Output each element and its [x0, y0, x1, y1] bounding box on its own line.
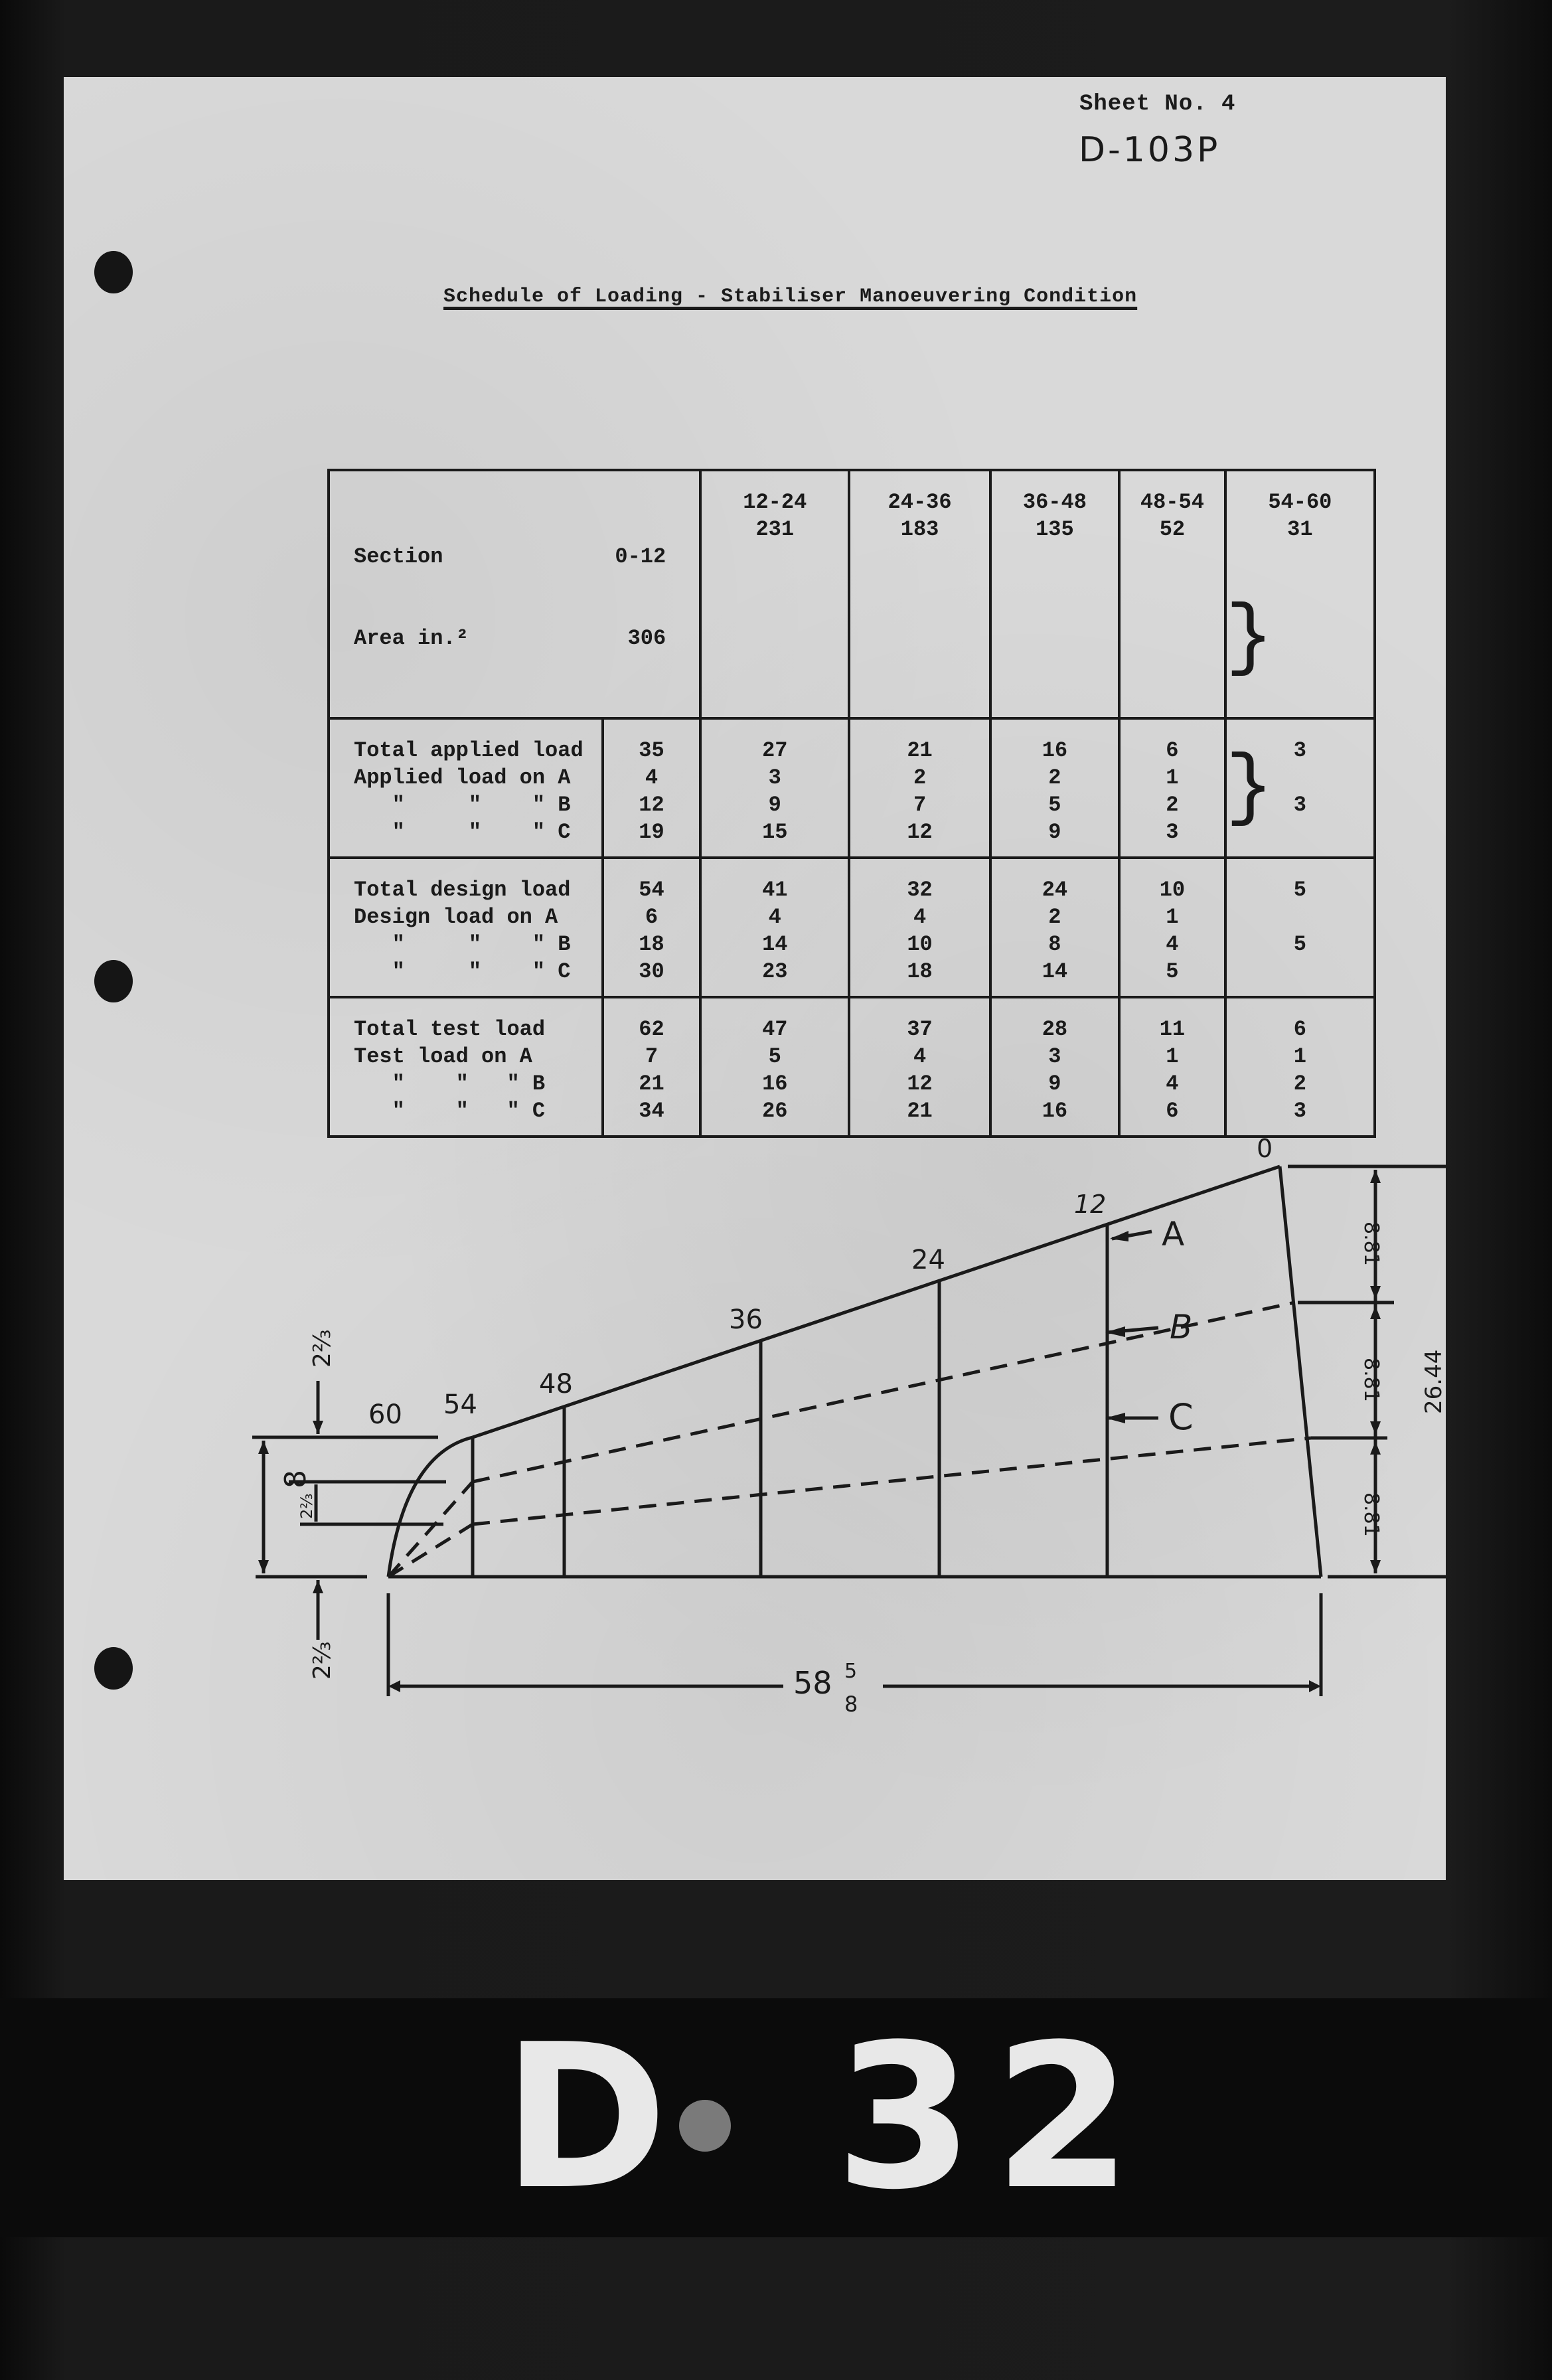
value: 21: [907, 1099, 933, 1123]
value: 2: [1166, 793, 1179, 817]
value: 2: [1293, 1071, 1306, 1096]
value: 28: [1042, 1017, 1068, 1042]
value: 9: [1048, 820, 1061, 844]
value: 34: [639, 1099, 664, 1123]
area-12-24: 231: [755, 517, 795, 542]
value: 24: [1042, 878, 1068, 902]
value: 41: [762, 878, 788, 902]
brace-icon: }: [1225, 744, 1274, 834]
value: 3: [1166, 820, 1179, 844]
value: 3: [768, 765, 781, 790]
value: 35: [639, 738, 664, 763]
value-cell: [1225, 858, 1375, 997]
section-header-cell: [700, 470, 849, 718]
value: 19: [639, 820, 664, 844]
value: 1: [1293, 1044, 1306, 1069]
value: 4: [768, 905, 781, 929]
value: 27: [762, 738, 788, 763]
section-54-60: 54-60: [1268, 490, 1332, 515]
applied-load-group: [329, 718, 1375, 858]
value: 2: [1048, 905, 1061, 929]
value: 3: [1293, 738, 1306, 763]
value: 16: [1042, 738, 1068, 763]
value: 3: [1048, 1044, 1061, 1069]
value: 4: [645, 765, 659, 790]
value: 18: [639, 932, 664, 957]
value: 4: [1166, 1071, 1179, 1096]
value-cell: [849, 718, 990, 858]
area-54-60: 31: [1287, 517, 1313, 542]
row-labels: [329, 997, 603, 1137]
film-frame-number: 32: [835, 2002, 1152, 2233]
value: 62: [639, 1017, 664, 1042]
value-cell: [990, 858, 1119, 997]
value: 5: [1293, 932, 1306, 957]
brace-icon: }: [1225, 594, 1274, 684]
row-labels: [329, 858, 603, 997]
film-label-band: [0, 1998, 1552, 2237]
value: 12: [907, 820, 933, 844]
value: 10: [1159, 878, 1186, 902]
value: 1: [1166, 905, 1179, 929]
section-36-48: 36-48: [1022, 490, 1087, 515]
value: 47: [762, 1017, 788, 1042]
value-cell: [700, 858, 849, 997]
section-0-12: 0-12: [615, 544, 666, 569]
value-cell: [990, 997, 1119, 1137]
value: 8: [1048, 932, 1061, 957]
value-cell: [603, 997, 700, 1137]
section-12-24: 12-24: [743, 490, 807, 515]
film-frame-dot: [679, 2100, 731, 2152]
value: 14: [1042, 959, 1068, 984]
tip-mid-dimension: 2⅔: [297, 1493, 316, 1519]
value: 7: [913, 793, 927, 817]
value: 4: [913, 905, 927, 929]
film-frame-letter: D: [503, 2002, 668, 2233]
value: 2: [1048, 765, 1061, 790]
station-label-48: 48: [539, 1369, 573, 1399]
row-label: " " " B: [354, 793, 571, 817]
value-cell: [1119, 718, 1225, 858]
value: 3: [1293, 1099, 1306, 1123]
design-load-group: [329, 858, 1375, 997]
loading-schedule-table: [327, 469, 1376, 1138]
value-cell: [990, 718, 1119, 858]
value: 54: [639, 878, 664, 902]
value: 1: [1166, 1044, 1179, 1069]
station-label-60: 60: [368, 1399, 402, 1430]
area-label: Area in.²: [354, 626, 469, 651]
area-36-48: 135: [1036, 517, 1074, 542]
value-cell: [1119, 858, 1225, 997]
value-cell: [1119, 997, 1225, 1137]
value: 18: [907, 959, 933, 984]
span-dimension-numerator: 5: [844, 1660, 858, 1683]
value: 6: [1166, 1099, 1179, 1123]
value: 21: [907, 738, 933, 763]
value: 11: [1159, 1017, 1186, 1042]
page-title: Schedule of Loading - Stabiliser Manoeuvering Condition: [443, 285, 1138, 308]
value: 10: [907, 932, 933, 957]
value: 5: [1166, 959, 1179, 984]
table-header-row: [329, 470, 1375, 718]
station-label-12: 12: [1074, 1190, 1107, 1219]
row-label: Total test load: [354, 1017, 546, 1042]
overall-height-dimension: 26.44: [1421, 1349, 1447, 1414]
zone-label-c: C: [1168, 1396, 1194, 1438]
section-24-36: 24-36: [888, 490, 952, 515]
tip-top-offset-dimension: 2⅔: [309, 1329, 336, 1368]
zone-label-a: A: [1162, 1215, 1185, 1253]
row-label: Applied load on A: [354, 765, 571, 790]
value: 2: [913, 765, 927, 790]
section-label: Section: [354, 544, 443, 569]
row-label: " " " C: [354, 959, 571, 984]
punch-hole-bottom: [94, 1647, 133, 1690]
value-cell: [603, 858, 700, 997]
value: 6: [645, 905, 659, 929]
station-label-24: 24: [911, 1245, 945, 1275]
value-cell: [603, 718, 700, 858]
station-label-54: 54: [443, 1389, 477, 1420]
value: 5: [1293, 878, 1306, 902]
value: 9: [768, 793, 781, 817]
punch-hole-middle: [94, 960, 133, 1002]
value: 26: [762, 1099, 788, 1123]
row-label: Total applied load: [354, 738, 583, 763]
value: [1227, 958, 1373, 985]
dimension-a: 8.81: [1359, 1222, 1383, 1266]
value: 12: [639, 793, 664, 817]
value: 5: [1048, 793, 1061, 817]
row-label: " " " C: [354, 1099, 546, 1123]
value-cell: [849, 858, 990, 997]
span-dimension-whole: 58: [793, 1665, 832, 1701]
section-header-cell: [1119, 470, 1225, 718]
zone-label-b: B: [1170, 1308, 1193, 1346]
value: 21: [639, 1071, 664, 1096]
value: 1: [1166, 765, 1179, 790]
row-label: " " " B: [354, 932, 571, 957]
test-load-group: [329, 997, 1375, 1137]
area-24-36: 183: [900, 517, 939, 542]
row-label: Total design load: [354, 878, 571, 902]
value: 16: [762, 1071, 788, 1096]
row-labels: [329, 718, 603, 858]
value: 15: [762, 820, 788, 844]
section-header-cell: [849, 470, 990, 718]
station-label-0: 0: [1257, 1134, 1273, 1163]
punch-hole-top: [94, 251, 133, 293]
value: 4: [913, 1044, 927, 1069]
dimension-b: 8.81: [1359, 1358, 1383, 1402]
row-label: " " " C: [354, 820, 571, 844]
value: 14: [762, 932, 788, 957]
value: 12: [907, 1071, 933, 1096]
value: [1227, 904, 1373, 931]
section-header-cell: [990, 470, 1119, 718]
value-cell: [1225, 997, 1375, 1137]
tip-bottom-offset-dimension: 2⅔: [309, 1641, 336, 1680]
section-48-54: 48-54: [1140, 490, 1204, 515]
row-label: Test load on A: [354, 1044, 532, 1069]
value: 16: [1042, 1099, 1068, 1123]
value: 23: [762, 959, 788, 984]
station-label-36: 36: [729, 1305, 763, 1335]
value-cell: [849, 997, 990, 1137]
value: 6: [1166, 738, 1179, 763]
document-code: D-103P: [1079, 130, 1221, 170]
sheet-number: Sheet No. 4: [1079, 92, 1236, 117]
tip-height-dimension: 8: [279, 1470, 313, 1488]
span-dimension-denominator: 8: [844, 1692, 858, 1717]
dimension-c: 8.81: [1359, 1492, 1383, 1537]
value: 7: [645, 1044, 659, 1069]
section-header-cell: [329, 470, 700, 718]
value: 6: [1293, 1017, 1306, 1042]
value: 3: [1293, 793, 1306, 817]
row-label: " " " B: [354, 1071, 546, 1096]
value: 37: [907, 1017, 933, 1042]
value: 4: [1166, 932, 1179, 957]
value-cell: [700, 718, 849, 858]
value: 30: [639, 959, 664, 984]
value: 5: [768, 1044, 781, 1069]
area-0-12: 306: [627, 626, 666, 651]
value: 9: [1048, 1071, 1061, 1096]
value: 32: [907, 878, 933, 902]
row-label: Design load on A: [354, 905, 558, 929]
area-48-54: 52: [1159, 517, 1186, 542]
value-cell: [700, 997, 849, 1137]
